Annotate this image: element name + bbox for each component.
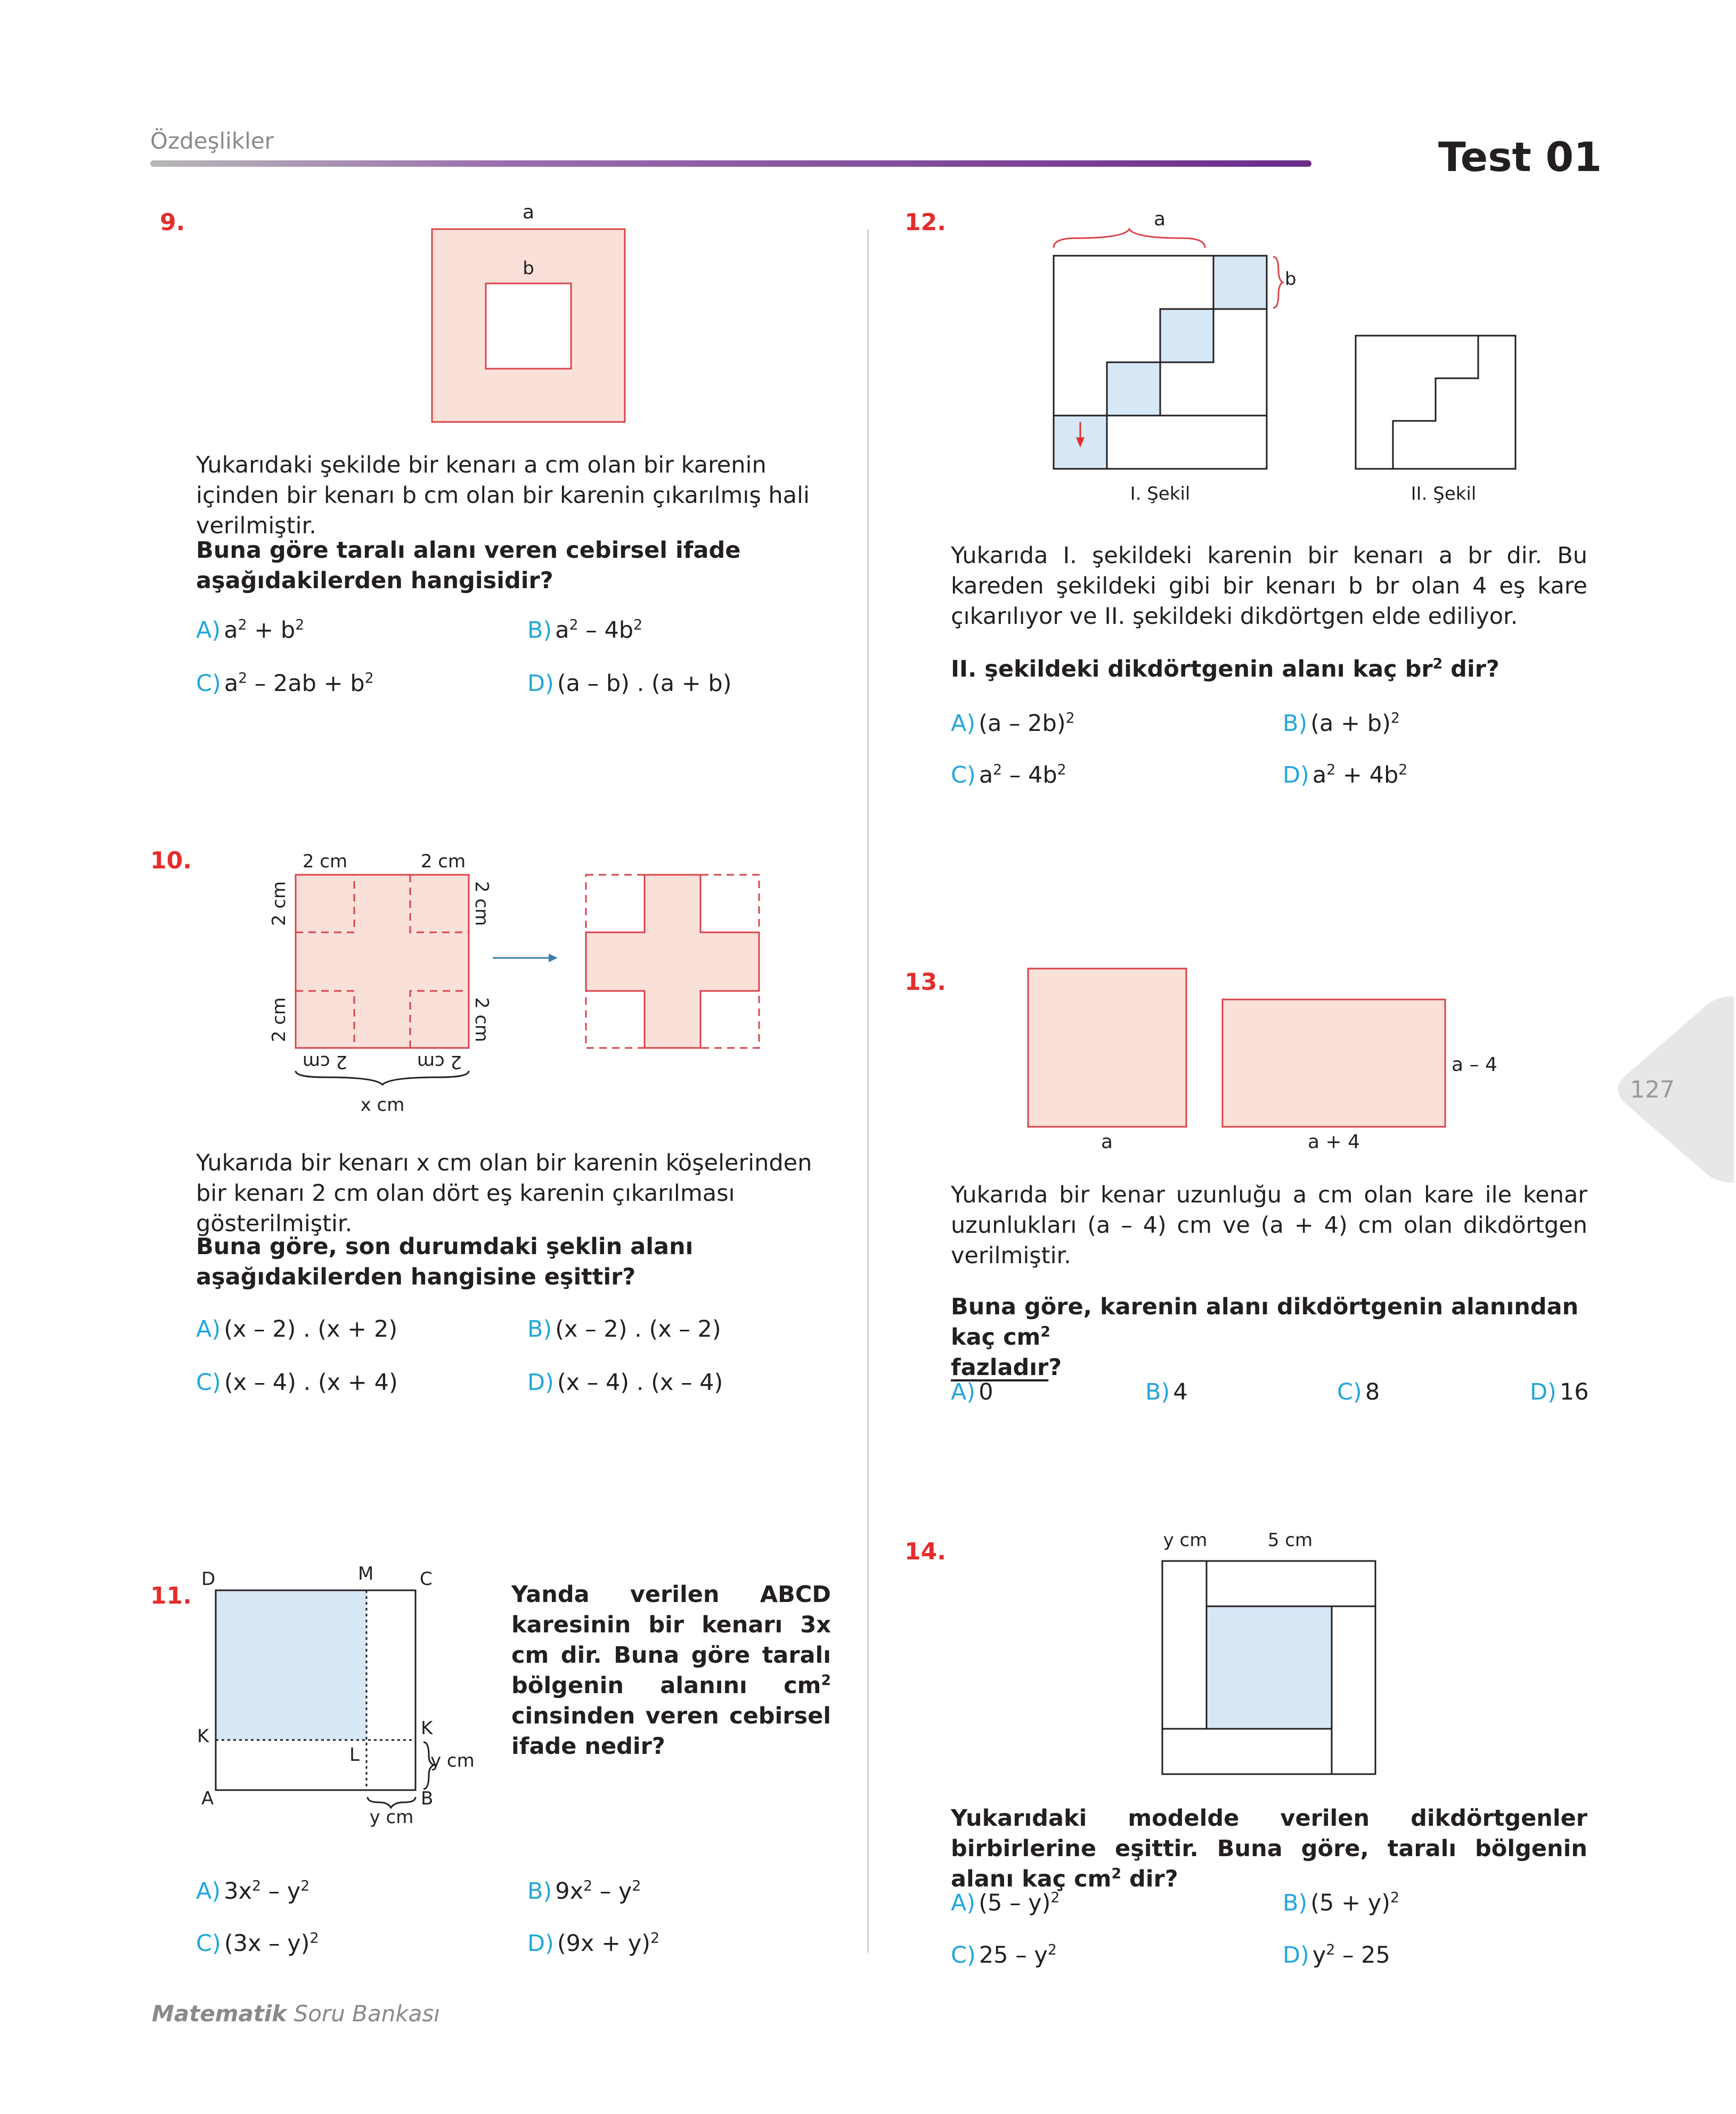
q14-figure bbox=[1151, 1524, 1396, 1779]
q10-label-top-right: 2 cm bbox=[420, 851, 466, 872]
question-number-12: 12. bbox=[904, 209, 946, 236]
q11-option-a[interactable]: A) $3x^2 - y^2$ bbox=[196, 1877, 310, 1905]
option-letter: B) bbox=[527, 1878, 552, 1905]
q13-text: Yukarıda bir kenar uzunluğu a cm olan kare ile kenar uzunlukları (a – 4) cm ve (a + 4) cm olan dikdörtgen verilmiştir. bbox=[951, 1182, 1587, 1269]
q9-option-d[interactable]: D) (a – b) . (a + b) bbox=[527, 670, 732, 697]
q14-question-end: dir? bbox=[1121, 1866, 1178, 1892]
option-letter: A) bbox=[951, 710, 976, 737]
option-letter: A) bbox=[196, 1878, 221, 1905]
q14-question-main: Yukarıdaki modelde verilen dikdörtgenler birbirlerine eşittir. Buna göre, taralı bölgenin alanı kaç cm bbox=[951, 1805, 1587, 1892]
option-letter: C) bbox=[196, 1930, 221, 1957]
q12-label-fig1: I. Şekil bbox=[1130, 483, 1191, 505]
test-word: Test bbox=[1438, 133, 1531, 181]
footer-rest: Soru Bankası bbox=[294, 2001, 440, 2027]
q9-question: Buna göre taralı alanı veren cebirsel ifade aşağıdakilerden hangisidir? bbox=[196, 537, 741, 594]
section-title: Özdeşlikler bbox=[150, 128, 274, 154]
q10-label-x: x cm bbox=[360, 1094, 405, 1116]
test-title bbox=[1438, 133, 1602, 181]
q13-label-a-plus-4: a + 4 bbox=[1307, 1131, 1360, 1153]
page-number: 127 bbox=[1630, 1076, 1675, 1103]
question-number-10: 10. bbox=[150, 847, 192, 874]
option-letter: D) bbox=[1283, 1942, 1309, 1969]
option-letter: C) bbox=[951, 762, 976, 788]
q12-question-main: II. şekildeki dikdörtgenin alanı kaç br bbox=[951, 656, 1433, 682]
q14-label-5: 5 cm bbox=[1267, 1530, 1313, 1551]
q11-question-end: cinsinden veren cebirsel ifade nedir? bbox=[511, 1703, 831, 1760]
q10-label-right-bottom: 2 cm bbox=[471, 997, 492, 1043]
q12-question: II. şekildeki dikdörtgenin alanı kaç $br^2$ dir? bbox=[951, 655, 1499, 682]
q11-label-B: B bbox=[421, 1788, 434, 1809]
q11-label-D: D bbox=[201, 1568, 216, 1590]
q14-question: Yukarıdaki modelde verilen dikdörtgenler birbirlerine eşittir. Buna göre, taralı bölgenin alanı kaç $cm^2$ dir? bbox=[951, 1805, 1587, 1892]
q12-label-b: b bbox=[1285, 269, 1297, 290]
q9-label-b: b bbox=[523, 258, 534, 279]
q11-label-L: L bbox=[349, 1744, 360, 1766]
header-divider bbox=[150, 160, 1311, 167]
q10-label-right-top: 2 cm bbox=[471, 881, 492, 926]
q11-option-c[interactable]: C) (3x – y)$^2$ bbox=[196, 1930, 319, 1957]
q14-option-b[interactable]: B) $(5 + y)^2$ bbox=[1283, 1889, 1399, 1916]
q12-text: Yukarıda I. şekildeki karenin bir kenarı a br dir. Bu kareden şekildeki gibi bir kenarı b br olan 4 eş kare çıkarılıyor ve II. şekildeki dikdörtgen elde ediliyor. bbox=[951, 542, 1587, 630]
q9-option-a[interactable]: A) $a^2 + b^2$ bbox=[196, 616, 305, 644]
q12-figure bbox=[1044, 205, 1577, 514]
q10-option-b-text: (x – 2) . (x – 2) bbox=[555, 1316, 721, 1343]
q14-option-a[interactable]: A) (5 – y)$^2$ bbox=[951, 1889, 1060, 1916]
q12-label-fig2: II. Şekil bbox=[1411, 483, 1477, 505]
q13-option-d-text: 16 bbox=[1559, 1379, 1589, 1405]
option-letter: B) bbox=[1283, 1890, 1308, 1916]
option-letter: B) bbox=[1283, 710, 1308, 737]
q14-option-d[interactable]: D) $y^2 - 25$ bbox=[1283, 1941, 1390, 1969]
q13-option-a-text: 0 bbox=[979, 1379, 993, 1405]
q12-question-end: dir? bbox=[1442, 656, 1499, 682]
q13-option-b[interactable]: B) 4 bbox=[1145, 1379, 1188, 1405]
q13-label-a-minus-4: a – 4 bbox=[1452, 1054, 1497, 1076]
option-letter: B) bbox=[527, 617, 552, 644]
q13-figure bbox=[1023, 959, 1534, 1161]
option-letter: C) bbox=[951, 1942, 976, 1969]
q13-option-c-text: 8 bbox=[1365, 1379, 1380, 1405]
q13-question-end: fazladır bbox=[951, 1354, 1049, 1381]
q12-label-a: a bbox=[1153, 208, 1166, 230]
q10-option-d-text: (x – 4) . (x – 4) bbox=[557, 1369, 723, 1396]
q11-label-C: C bbox=[420, 1568, 433, 1590]
q13-question-main: Buna göre, karenin alanı dikdörtgenin alanından kaç cm bbox=[951, 1294, 1579, 1351]
q14-label-y: y cm bbox=[1163, 1530, 1208, 1551]
q11-question-main: Yanda verilen ABCD karesinin bir kenarı 3x cm dir. Buna göre taralı bölgenin alanını cm bbox=[511, 1581, 831, 1699]
q13-option-b-text: 4 bbox=[1173, 1379, 1188, 1405]
q10-option-c[interactable]: C) (x – 4) . (x + 4) bbox=[196, 1369, 398, 1396]
q13-question: Buna göre, karenin alanı dikdörtgenin alanından kaç $cm^2$ fazladır? bbox=[951, 1294, 1579, 1381]
q11-label-K-right: K bbox=[421, 1718, 433, 1739]
q11-label-K-left: K bbox=[197, 1726, 209, 1747]
q12-option-d[interactable]: D) $a^2 + 4b^2$ bbox=[1283, 761, 1408, 788]
q11-figure bbox=[192, 1561, 490, 1827]
q11-label-M: M bbox=[358, 1563, 374, 1584]
q14-option-c[interactable]: C) $25 - y^2$ bbox=[951, 1941, 1057, 1969]
option-letter: A) bbox=[196, 617, 221, 644]
q9-option-b[interactable]: B) $a^2 - 4b^2$ bbox=[527, 616, 643, 644]
q11-label-y-bottom: y cm bbox=[369, 1807, 414, 1828]
question-number-11: 11. bbox=[150, 1582, 192, 1609]
footer bbox=[152, 2001, 440, 2027]
q13-option-c[interactable]: C) 8 bbox=[1337, 1379, 1380, 1405]
q10-option-a-text: (x – 2) . (x + 2) bbox=[224, 1316, 398, 1343]
q12-option-c[interactable]: C) $a^2 - 4b^2$ bbox=[951, 761, 1066, 788]
column-divider bbox=[867, 229, 869, 1953]
q10-option-d[interactable]: D) (x – 4) . (x – 4) bbox=[527, 1369, 723, 1396]
q11-label-y-right: y cm bbox=[430, 1750, 475, 1771]
q10-label-bottom-right: 2 cm bbox=[417, 1051, 462, 1072]
q11-question: Yanda verilen ABCD karesinin bir kenarı 3x cm dir. Buna göre taralı bölgenin alanını $cm^2$ cinsinden veren cebirsel ifade nedir? bbox=[511, 1581, 831, 1760]
option-letter: D) bbox=[1283, 762, 1309, 788]
q10-figure bbox=[266, 842, 778, 1129]
q9-figure bbox=[426, 202, 639, 426]
q12-option-a[interactable]: A) (a – 2b)$^2$ bbox=[951, 710, 1075, 737]
q11-label-A: A bbox=[201, 1788, 214, 1809]
q12-option-b[interactable]: B) $(a + b)^2$ bbox=[1283, 710, 1400, 737]
q13-label-a: a bbox=[1101, 1131, 1113, 1153]
q10-option-b[interactable]: B) (x – 2) . (x – 2) bbox=[527, 1316, 721, 1343]
q9-option-c[interactable]: C) $a^2 - 2ab + b^2$ bbox=[196, 670, 374, 697]
q9-label-a: a bbox=[522, 201, 535, 223]
q11-option-d[interactable]: D) $(9x + y)^2$ bbox=[527, 1930, 660, 1957]
q10-label-left-bottom: 2 cm bbox=[268, 997, 290, 1043]
q13-option-d[interactable]: D) 16 bbox=[1530, 1379, 1589, 1405]
q10-text: Yukarıda bir kenarı x cm olan bir karenin köşelerinden bir kenarı 2 cm olan dört eş karenin çıkarılması gösterilmiştir. bbox=[196, 1150, 812, 1237]
option-letter: A) bbox=[951, 1890, 976, 1916]
q11-option-b[interactable]: B) $9x^2 - y^2$ bbox=[527, 1877, 641, 1905]
option-letter: D) bbox=[527, 1930, 554, 1957]
question-number-9: 9. bbox=[160, 209, 185, 236]
q10-option-c-text: (x – 4) . (x + 4) bbox=[224, 1369, 398, 1396]
test-number: 01 bbox=[1545, 133, 1602, 181]
option-letter: D) bbox=[527, 670, 554, 697]
q9-text: Yukarıdaki şekilde bir kenarı a cm olan bir karenin içinden bir kenarı b cm olan bir karenin çıkarılmış hali verilmiştir. bbox=[196, 452, 810, 539]
q10-question: Buna göre, son durumdaki şeklin alanı aşağıdakilerden hangisine eşittir? bbox=[196, 1233, 694, 1290]
q10-label-top-left: 2 cm bbox=[302, 851, 348, 872]
q10-label-left-top: 2 cm bbox=[268, 881, 290, 926]
q10-option-a[interactable]: A) (x – 2) . (x + 2) bbox=[196, 1316, 398, 1343]
question-number-13: 13. bbox=[904, 969, 946, 996]
footer-brand: Matematik bbox=[152, 2001, 287, 2027]
option-letter: C) bbox=[196, 670, 221, 697]
q10-label-bottom-left: 2 cm bbox=[302, 1051, 348, 1072]
question-number-14: 14. bbox=[904, 1538, 946, 1565]
q13-option-a[interactable]: A) 0 bbox=[951, 1379, 993, 1405]
